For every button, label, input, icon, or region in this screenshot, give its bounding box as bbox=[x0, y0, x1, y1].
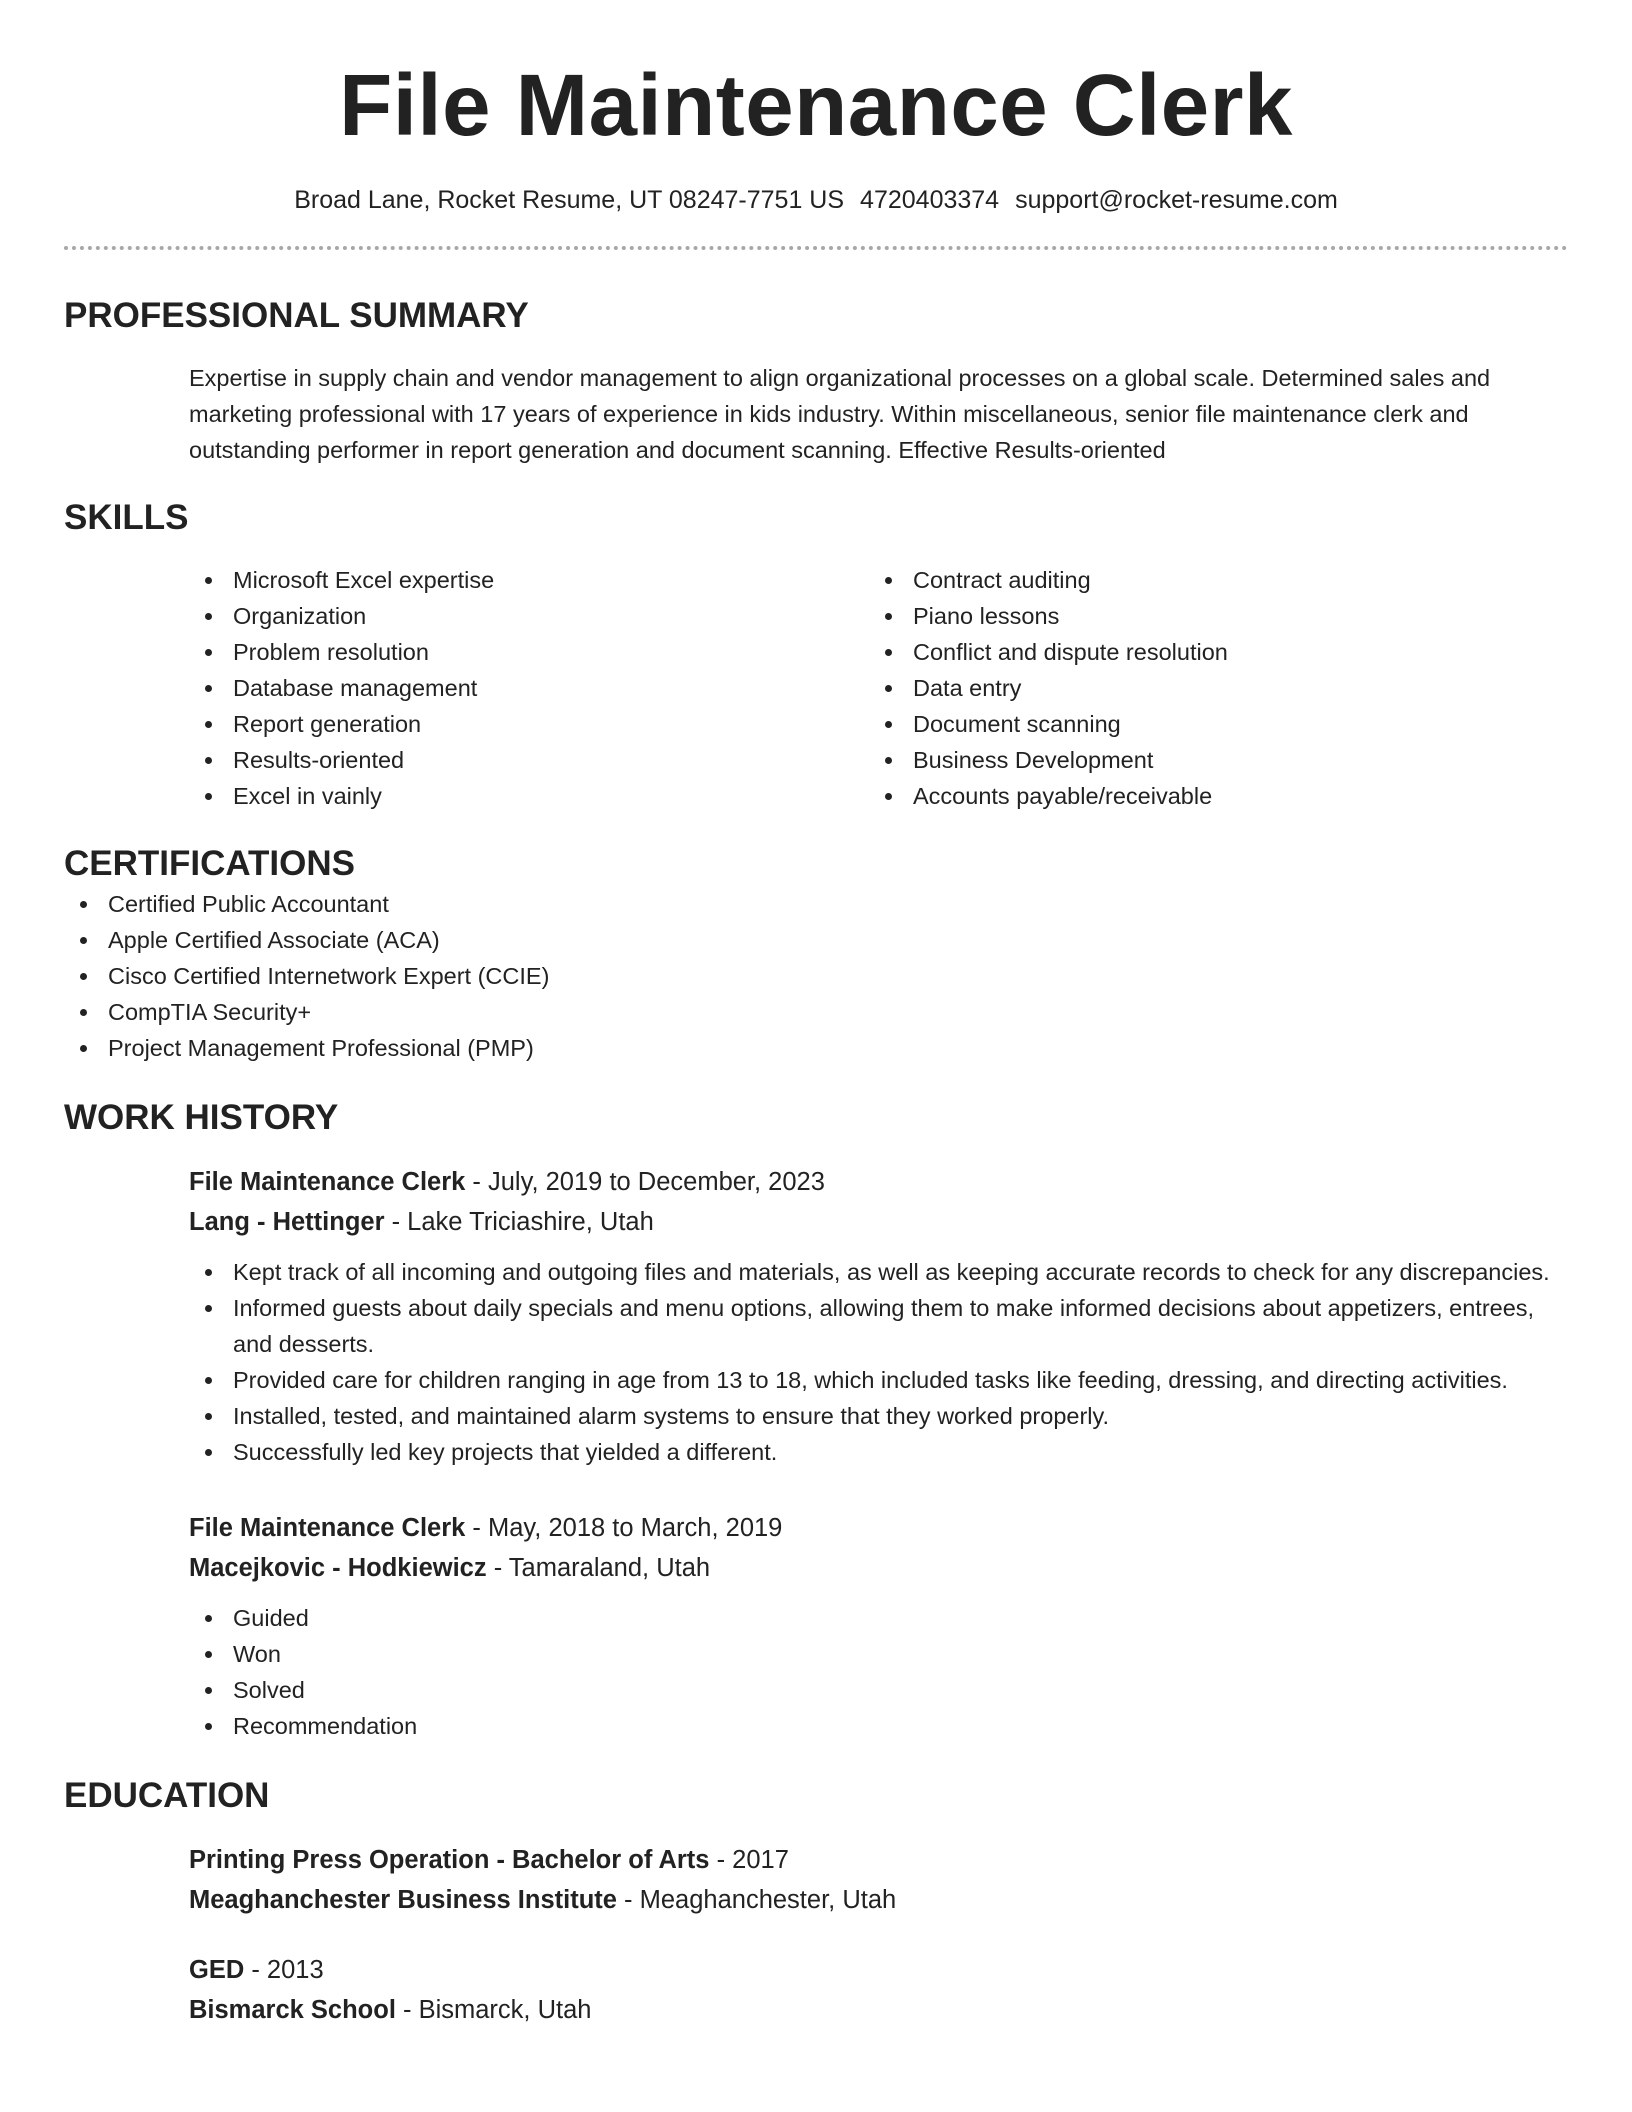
job-duty: Kept track of all incoming and outgoing files and materials, as well as keeping accurate records to check for any discrepancies. bbox=[189, 1254, 1568, 1290]
education-school-line bbox=[189, 1880, 1568, 1920]
education-year: - 2017 bbox=[709, 1846, 789, 1874]
education-school: Meaghanchester Business Institute bbox=[189, 1886, 617, 1914]
job-company-line bbox=[189, 1548, 1568, 1588]
skill-item: Business Development bbox=[869, 742, 1549, 778]
education-school: Bismarck School bbox=[189, 1996, 396, 2024]
job-company: Macejkovic - Hodkiewicz bbox=[189, 1554, 487, 1582]
resume-page bbox=[64, 0, 1568, 2030]
header-divider bbox=[64, 246, 1568, 250]
job-duty: Successfully led key projects that yielded a different. bbox=[189, 1434, 1568, 1470]
job-duty: Guided bbox=[189, 1600, 1568, 1636]
job-duties bbox=[189, 1600, 1568, 1744]
job-duty: Provided care for children ranging in age from 13 to 18, which included tasks like feeding, dressing, and directing activities. bbox=[189, 1362, 1568, 1398]
job-role: File Maintenance Clerk bbox=[189, 1168, 466, 1196]
skill-item: Excel in vainly bbox=[189, 778, 869, 814]
education-degree-line bbox=[189, 1950, 1568, 1990]
job-dates: - July, 2019 to December, 2023 bbox=[465, 1168, 825, 1196]
contact-email: support@rocket-resume.com bbox=[1015, 186, 1338, 214]
job-company-line bbox=[189, 1202, 1568, 1242]
skills-right-column bbox=[869, 562, 1549, 814]
education-location: - Bismarck, Utah bbox=[395, 1996, 592, 2024]
skill-item: Accounts payable/receivable bbox=[869, 778, 1549, 814]
job-duties bbox=[189, 1254, 1568, 1470]
job-entry bbox=[189, 1162, 1568, 1470]
candidate-name: File Maintenance Clerk bbox=[339, 57, 1293, 154]
summary-text: Expertise in supply chain and vendor management to align organizational processes on a global scale. Determined sales and marketing professional with 17 years of experience in kids industry. Within miscellaneous, senior file maintenance clerk and outstanding performer in report generation and document scanning. Effective Results-oriented bbox=[189, 365, 1491, 463]
job-duty: Solved bbox=[189, 1672, 1568, 1708]
certification-item: Cisco Certified Internetwork Expert (CCIE) bbox=[64, 958, 1568, 994]
contact-line bbox=[64, 184, 1568, 216]
education-entry bbox=[189, 1840, 1568, 1920]
job-role: File Maintenance Clerk bbox=[189, 1514, 466, 1542]
skills-heading: SKILLS bbox=[64, 498, 189, 537]
job-title-line bbox=[189, 1508, 1568, 1548]
job-duty: Won bbox=[189, 1636, 1568, 1672]
job-duty: Informed guests about daily specials and menu options, allowing them to make informed decisions about appetizers, entrees, and desserts. bbox=[189, 1290, 1568, 1362]
skill-item: Microsoft Excel expertise bbox=[189, 562, 869, 598]
skill-item: Piano lessons bbox=[869, 598, 1549, 634]
job-entry bbox=[189, 1508, 1568, 1744]
certification-item: Project Management Professional (PMP) bbox=[64, 1030, 1568, 1066]
skill-item: Contract auditing bbox=[869, 562, 1549, 598]
skill-item: Problem resolution bbox=[189, 634, 869, 670]
education-degree: Printing Press Operation - Bachelor of Arts bbox=[189, 1846, 710, 1874]
job-title-line bbox=[189, 1162, 1568, 1202]
education-location: - Meaghanchester, Utah bbox=[616, 1886, 897, 1914]
certification-item: CompTIA Security+ bbox=[64, 994, 1568, 1030]
education-degree-line bbox=[189, 1840, 1568, 1880]
summary-heading: PROFESSIONAL SUMMARY bbox=[64, 296, 529, 335]
education-degree: GED bbox=[189, 1956, 245, 1984]
skill-item: Data entry bbox=[869, 670, 1549, 706]
job-duty: Installed, tested, and maintained alarm systems to ensure that they worked properly. bbox=[189, 1398, 1568, 1434]
job-company: Lang - Hettinger bbox=[189, 1208, 385, 1236]
skill-item: Organization bbox=[189, 598, 869, 634]
skill-item: Document scanning bbox=[869, 706, 1549, 742]
certification-item: Apple Certified Associate (ACA) bbox=[64, 922, 1568, 958]
certifications-heading: CERTIFICATIONS bbox=[64, 844, 356, 883]
job-location: - Tamaraland, Utah bbox=[486, 1554, 711, 1582]
education-heading: EDUCATION bbox=[64, 1776, 270, 1815]
contact-address: Broad Lane, Rocket Resume, UT 08247-7751 US bbox=[294, 186, 845, 214]
job-dates: - May, 2018 to March, 2019 bbox=[465, 1514, 783, 1542]
contact-phone: 4720403374 bbox=[860, 186, 1000, 214]
certifications-list bbox=[64, 886, 1568, 1066]
skill-item: Database management bbox=[189, 670, 869, 706]
skills-grid bbox=[189, 562, 1568, 814]
education-school-line bbox=[189, 1990, 1568, 2030]
skill-item: Conflict and dispute resolution bbox=[869, 634, 1549, 670]
job-location: - Lake Triciashire, Utah bbox=[384, 1208, 654, 1236]
education-entry bbox=[189, 1950, 1568, 2030]
skill-item: Report generation bbox=[189, 706, 869, 742]
skills-left-column bbox=[189, 562, 869, 814]
job-duty: Recommendation bbox=[189, 1708, 1568, 1744]
certification-item: Certified Public Accountant bbox=[64, 886, 1568, 922]
skill-item: Results-oriented bbox=[189, 742, 869, 778]
education-year: - 2013 bbox=[244, 1956, 324, 1984]
work-history-heading: WORK HISTORY bbox=[64, 1098, 339, 1137]
